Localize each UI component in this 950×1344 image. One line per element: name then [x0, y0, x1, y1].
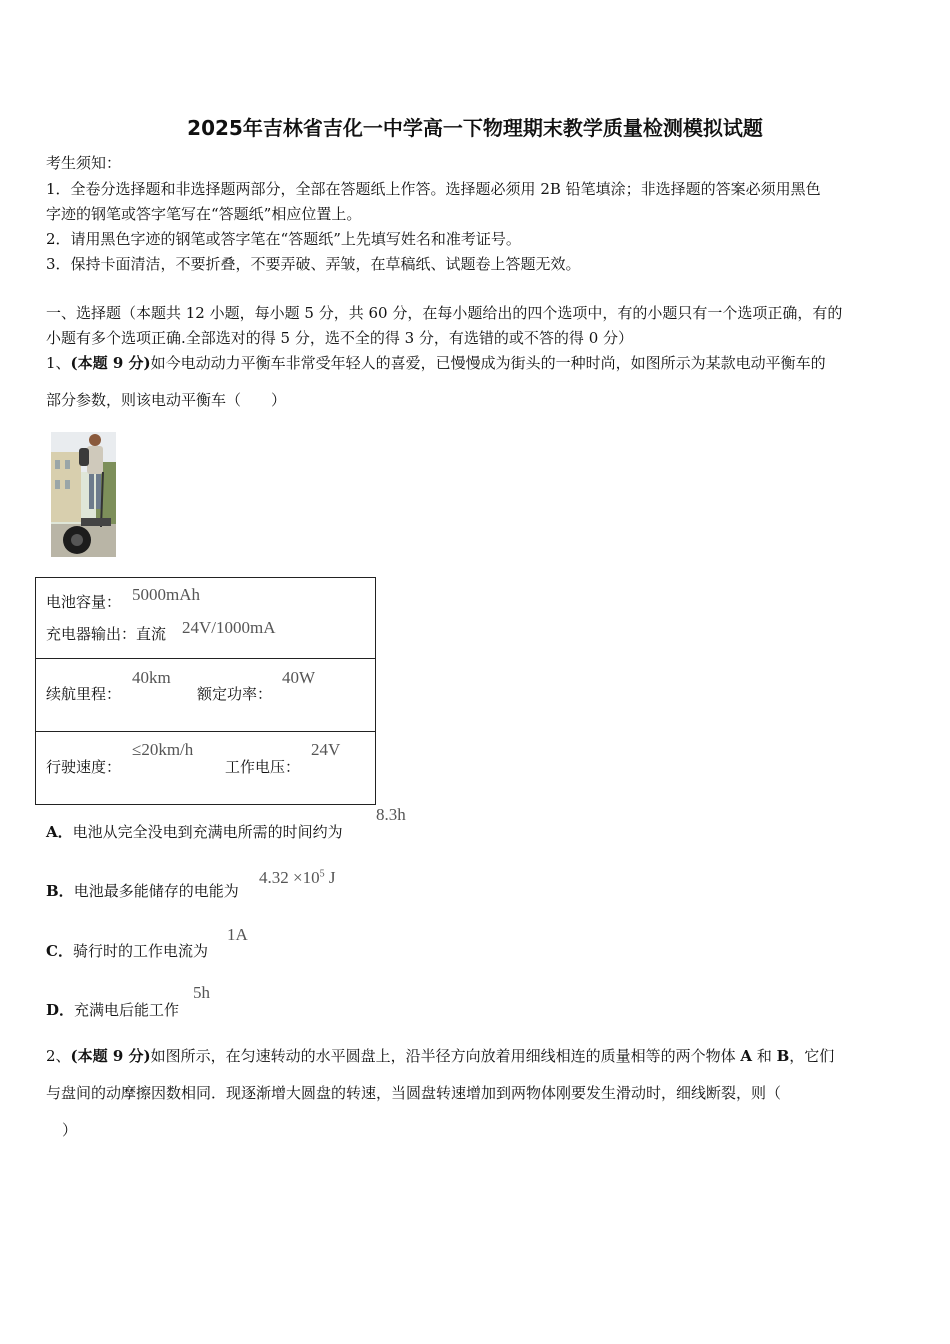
- question-2-text-a2: ，它们: [789, 1047, 835, 1065]
- notice-heading: 考生须知：: [46, 154, 122, 172]
- option-c-letter: C．: [46, 942, 73, 960]
- option-c-text: 骑行时的工作电流为: [72, 942, 208, 960]
- option-b-value: [259, 868, 335, 888]
- option-a-value: 8.3h: [376, 805, 406, 824]
- option-b-text: 电池最多能储存的电能为: [73, 882, 239, 900]
- battery-value: 5000mAh: [132, 585, 200, 604]
- option-a: [46, 821, 343, 842]
- option-c: [46, 940, 208, 961]
- charger-label: 充电器输出：直流: [46, 625, 167, 643]
- charger-value: 24V/1000mA: [182, 618, 276, 637]
- section-1-instructions-b: 小题有多个选项正确.全部选对的得 5 分，选不全的得 3 分，有选错的或不答的得 0 分）: [46, 329, 634, 347]
- question-1-text-a: 如今电动动力平衡车非常受年轻人的喜爱，已慢慢成为街头的一种时尚，如图所示为某款电动平衡车的: [150, 354, 826, 372]
- question-2-text-b: 与盘间的动摩擦因数相同．现逐渐增大圆盘的转速，当圆盘转速增加到两物体刚要发生滑动时，细线断裂，则（: [46, 1084, 782, 1102]
- option-d-letter: D．: [46, 1001, 75, 1019]
- page-title: 2025年吉林省吉化一中学高一下物理期末教学质量检测模拟试题: [187, 116, 763, 140]
- battery-label: 电池容量：: [46, 593, 122, 611]
- balance-scooter-photo: [51, 432, 116, 557]
- range-value: 40km: [132, 668, 171, 687]
- option-b-letter: B．: [46, 882, 74, 900]
- question-2-and: 和: [752, 1047, 777, 1065]
- object-b: B: [776, 1047, 790, 1065]
- power-label: 额定功率：: [197, 685, 273, 703]
- question-2-score: (本题 9 分): [70, 1047, 151, 1065]
- voltage-value: 24V: [311, 740, 341, 759]
- question-2-number: 2、: [46, 1047, 71, 1065]
- question-2-stem: [46, 1045, 834, 1066]
- speed-label: 行驶速度：: [46, 758, 122, 776]
- question-1-number: 1、: [46, 354, 71, 372]
- power-value: 40W: [282, 668, 316, 687]
- option-b-value-exp: 5: [319, 868, 325, 880]
- question-1-text-b: 部分参数，则该电动平衡车（ ）: [46, 391, 287, 409]
- notice-item-1a: 1．全卷分选择题和非选择题两部分，全部在答题纸上作答。选择题必须用 2B 铅笔填涂；非选择题的答案必须用黑色: [46, 180, 821, 198]
- option-d-value: 5h: [193, 983, 210, 1002]
- notice-item-1b: 字迹的钢笔或答字笔写在“答题纸”相应位置上。: [46, 205, 362, 223]
- question-1-score: (本题 9 分): [70, 354, 151, 372]
- option-d-text: 充满电后能工作: [74, 1001, 180, 1019]
- option-b-value-base: 4.32 ×10: [259, 868, 320, 887]
- option-a-letter: A．: [46, 823, 73, 841]
- voltage-label: 工作电压：: [225, 758, 301, 776]
- speed-value: ≤20km/h: [132, 740, 194, 759]
- option-d: [46, 999, 179, 1020]
- notice-item-3: 3．保持卡面清洁，不要折叠，不要弄破、弄皱，在草稿纸、试题卷上答题无效。: [46, 255, 581, 273]
- option-b: [46, 880, 239, 901]
- spec-table: [35, 577, 376, 805]
- notice-item-2: 2．请用黑色字迹的钢笔或答字笔在“答题纸”上先填写姓名和准考证号。: [46, 230, 521, 248]
- section-1-instructions-a: 一、选择题（本题共 12 小题，每小题 5 分，共 60 分，在每小题给出的四个选项中，有的小题只有一个选项正确，有的: [46, 304, 843, 322]
- object-a: A: [740, 1047, 753, 1065]
- question-2-text-a1: 如图所示，在匀速转动的水平圆盘上，沿半径方向放着用细线相连的质量相等的两个物体: [150, 1047, 741, 1065]
- range-label: 续航里程：: [46, 685, 122, 703]
- option-a-text: 电池从完全没电到充满电所需的时间约为: [72, 823, 343, 841]
- option-c-value: 1A: [227, 925, 248, 944]
- question-2-text-c: ）: [62, 1121, 78, 1139]
- question-1-stem: [46, 352, 826, 373]
- option-b-value-unit: J: [324, 868, 336, 887]
